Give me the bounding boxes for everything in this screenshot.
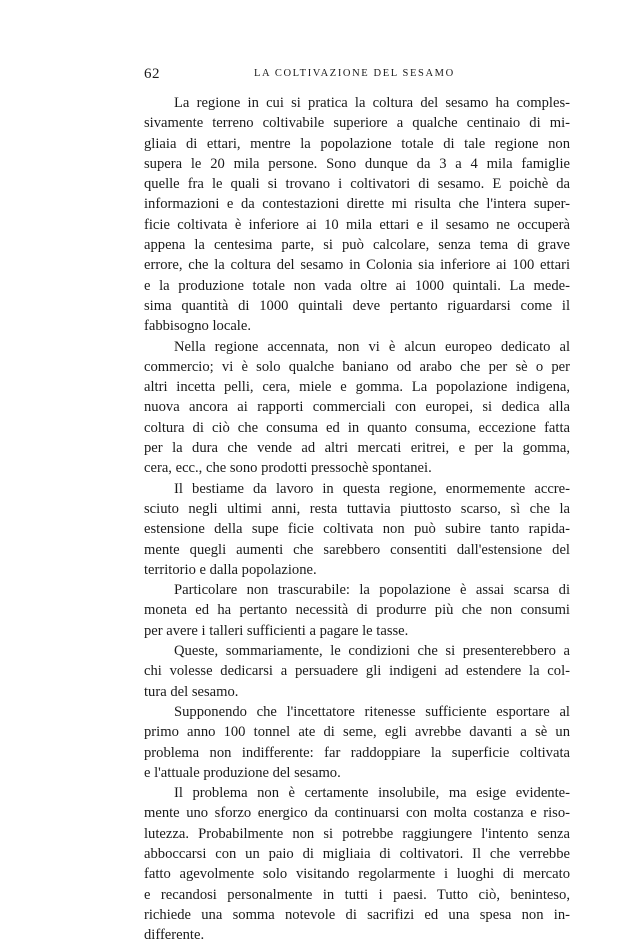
text-line: moneta ed ha pertanto necessità di produrre più che non consumi [144,602,570,619]
text-line: mente uno sforzo energico da continuarsi con molta costanza e riso- [144,805,570,822]
text-line: sivamente terreno coltivabile superiore a qualche centinaio di mi- [144,115,570,132]
text-line: cera, ecc., che sono prodotti pressochè spontanei. [144,460,432,477]
page-number: 62 [144,66,160,82]
paragraph [144,479,570,580]
text-line: chi volesse dedicarsi a persuadere gli indigeni ad estendere la col- [144,663,570,680]
text-line: territorio e dalla popolazione. [144,561,317,578]
text-line: e l'attuale produzione del sesamo. [144,764,341,781]
text-line: tura del sesamo. [144,683,239,700]
text-line: fatto agevolmente solo visitando regolarmente i luoghi di mercato [144,866,570,883]
text-line: supera le 20 mila persone. Sono dunque da 3 a 4 mila famiglie [144,155,570,172]
text-line: differente. [144,927,205,944]
paragraph [144,580,570,641]
text-line: mente quegli aumenti che sarebbero consentiti dall'estensione del [144,541,570,558]
text-line: Particolare non trascurabile: la popolazione è assai scarsa di [174,582,570,599]
text-line: nuova ancora ai rapporti commerciali con europei, si dedica alla [144,399,570,416]
text-line: estensione della supe ficie coltivata non può subire tanto rapida- [144,521,570,538]
paragraph [144,337,570,479]
text-line: Supponendo che l'incettatore ritenesse sufficiente esportare al [174,703,570,720]
text-line: altri incetta pelli, cera, miele e gomma. La popolazione indigena, [144,379,570,396]
text-line: commercio; vi è solo qualche baniano od arabo che per sè o per [144,358,570,375]
text-line: e recandosi personalmente in tutti i paesi. Tutto ciò, beninteso, [144,886,570,903]
text-line: quelle fra le quali si trovano i coltivatori di sesamo. E poichè da [144,176,570,193]
text-line: per avere i talleri sufficienti a pagare le tasse. [144,622,409,639]
text-line: e la produzione totale non vada oltre ai 1000 quintali. La mede- [144,277,570,294]
text-line: informazioni e da contestazioni dirette mi risulta che l'intera super- [144,196,570,213]
running-header [144,66,570,86]
text-line: sciuto negli ultimi anni, resta tuttavia piuttosto scarso, sì che la [144,500,570,517]
text-line: primo anno 100 tonnel ate di seme, egli avrebbe davanti a sè un [144,724,570,741]
text-line: per la dura che vende ad altri mercati eritrei, e per la gomma, [144,440,570,457]
text-line: gliaia di ettari, mentre la popolazione totale di tale regione non [144,135,570,152]
text-line: errore, che la coltura del sesamo in Colonia sia inferiore ai 100 ettari [144,257,570,274]
text-line: richiede una somma notevole di sacrifizi ed una spesa non in- [144,906,570,923]
paragraph [144,783,570,945]
text-line: lutezza. Probabilmente non si potrebbe raggiungere l'intento senza [144,825,570,842]
text-line: coltura di ciò che consuma ed in quanto consuma, eccezione fatta [144,419,570,436]
text-line: ficie coltivata è inferiore ai 10 mila ettari e il sesamo ne occuperà [144,216,570,233]
text-line: Il bestiame da lavoro in questa regione, enormemente accre- [174,480,570,497]
text-line: sima quantità di 1000 quintali deve pertanto riguardarsi come il [144,297,570,314]
body-text [144,93,570,945]
text-line: Nella regione accennata, non vi è alcun europeo dedicato al [174,338,570,355]
text-line: abboccarsi con un paio di migliaia di coltivatori. Il che verrebbe [144,845,570,862]
text-line: problema non indifferente: far raddoppiare la superficie coltivata [144,744,570,761]
text-line: Queste, sommariamente, le condizioni che si presenterebbero a [174,643,570,660]
paragraph [144,93,570,337]
text-line: La regione in cui si pratica la coltura del sesamo ha comples- [174,95,570,111]
paragraph [144,702,570,783]
text-line: fabbisogno locale. [144,318,251,335]
text-line: appena la centesima parte, si può calcolare, senza tema di grave [144,237,570,254]
paragraph [144,641,570,702]
text-line: Il problema non è certamente insolubile, ma esige evidente- [174,785,570,802]
running-title: LA COLTIVAZIONE DEL SESAMO [254,68,455,79]
